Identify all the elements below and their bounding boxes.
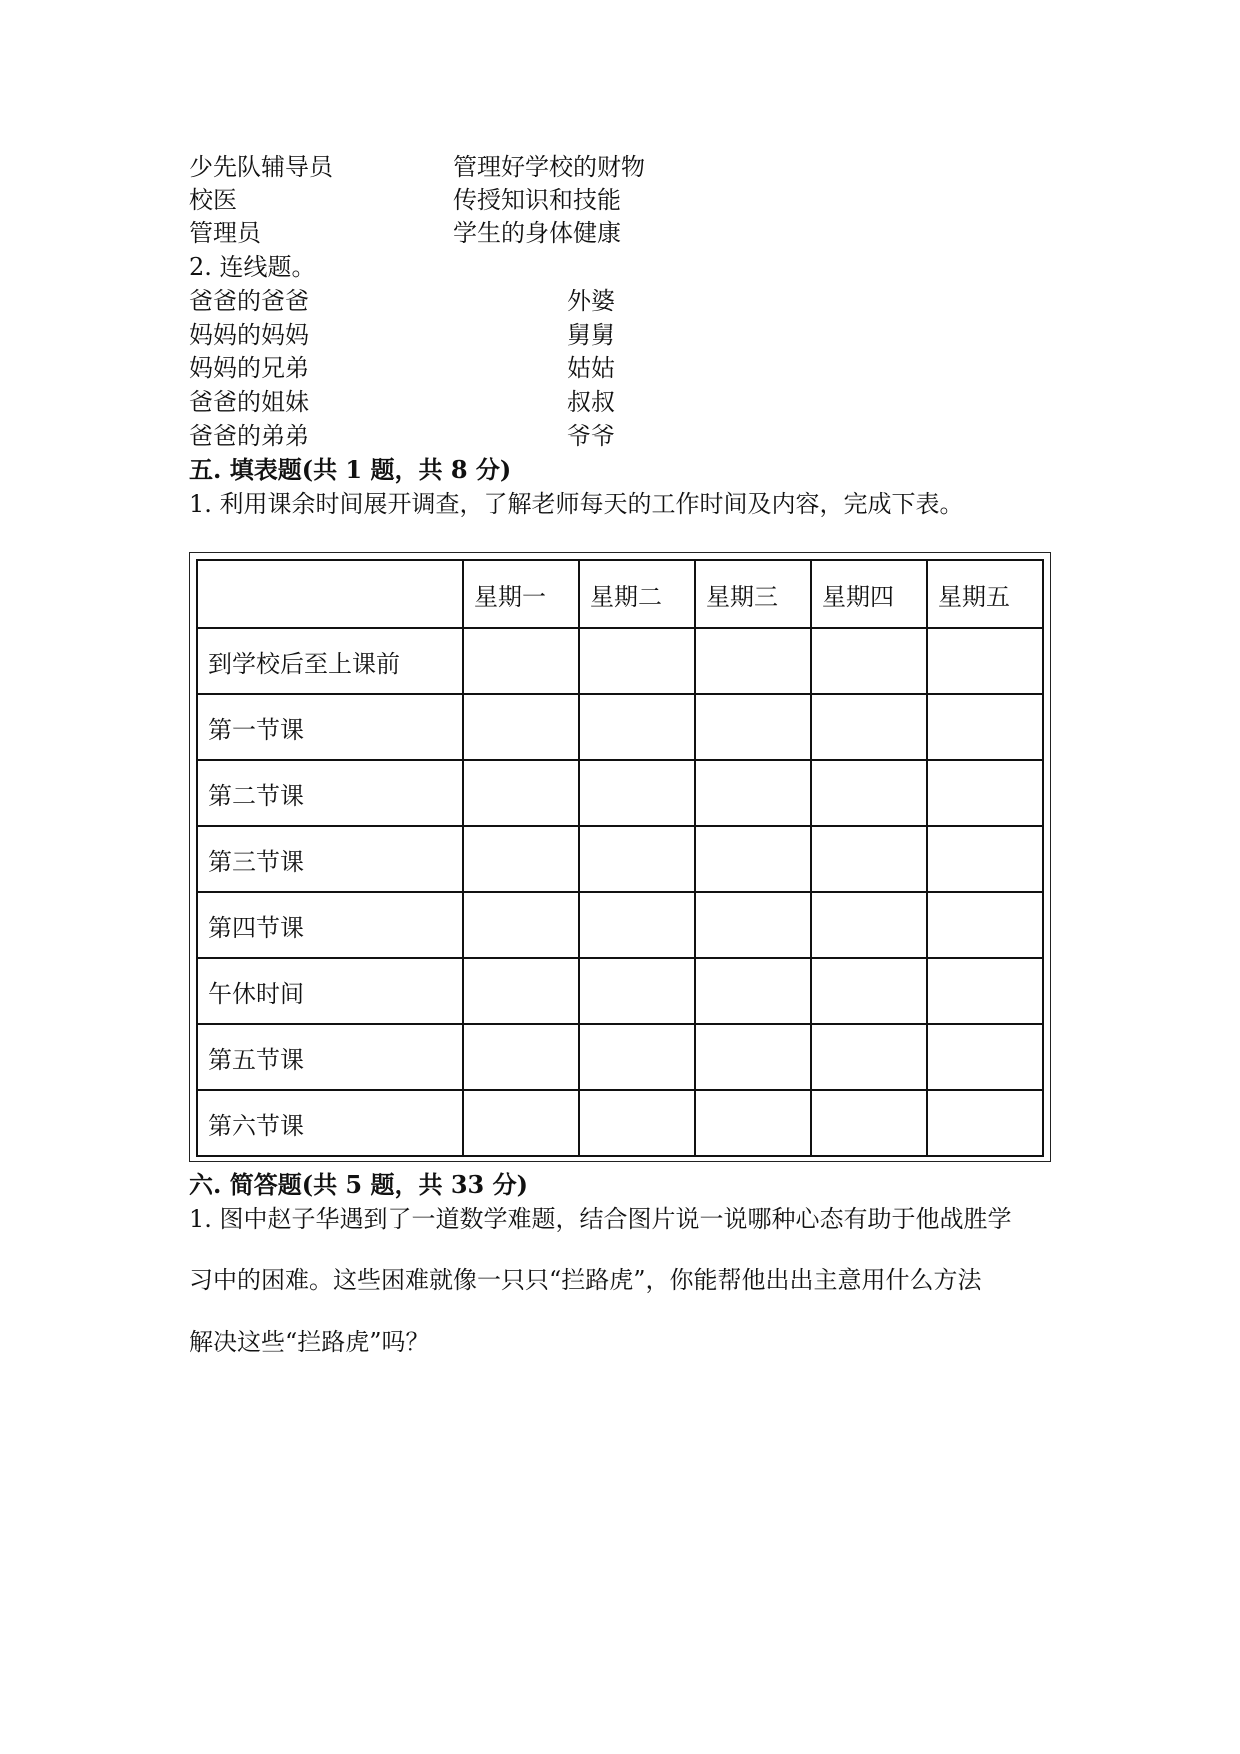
answer-cell[interactable] — [695, 760, 811, 826]
match2-left-4: 爸爸的姐妹 — [189, 388, 309, 416]
answer-cell[interactable] — [463, 1024, 579, 1090]
row-label: 第四节课 — [197, 892, 463, 958]
q2-title: 2. 连线题。 — [189, 253, 316, 281]
survey-table-frame — [189, 552, 1051, 1162]
answer-cell[interactable] — [579, 694, 695, 760]
row-label: 第二节课 — [197, 760, 463, 826]
table-row — [197, 958, 1043, 1024]
answer-cell[interactable] — [927, 826, 1043, 892]
table-row — [197, 826, 1043, 892]
match1-left-1: 少先队辅导员 — [189, 153, 333, 181]
section6-question-line-3: 解决这些“拦路虎”吗？ — [189, 1328, 430, 1356]
answer-cell[interactable] — [463, 628, 579, 694]
table-row — [197, 628, 1043, 694]
answer-cell[interactable] — [463, 826, 579, 892]
answer-cell[interactable] — [927, 760, 1043, 826]
match2-right-3: 姑姑 — [567, 354, 615, 382]
table-header-cell: 星期五 — [927, 560, 1043, 628]
answer-cell[interactable] — [811, 826, 927, 892]
table-header-cell: 星期四 — [811, 560, 927, 628]
answer-cell[interactable] — [811, 760, 927, 826]
row-label: 午休时间 — [197, 958, 463, 1024]
answer-cell[interactable] — [811, 1024, 927, 1090]
table-header-cell: 星期一 — [463, 560, 579, 628]
answer-cell[interactable] — [811, 892, 927, 958]
table-header-row — [197, 560, 1043, 628]
answer-cell[interactable] — [927, 892, 1043, 958]
table-row — [197, 694, 1043, 760]
table-row — [197, 892, 1043, 958]
section5-question: 1. 利用课余时间展开调查，了解老师每天的工作时间及内容，完成下表。 — [189, 490, 964, 518]
survey-table — [196, 559, 1044, 1157]
answer-cell[interactable] — [463, 760, 579, 826]
table-header-cell — [197, 560, 463, 628]
match2-right-4: 叔叔 — [567, 388, 615, 416]
row-label: 到学校后至上课前 — [197, 628, 463, 694]
answer-cell[interactable] — [579, 628, 695, 694]
answer-cell[interactable] — [579, 1090, 695, 1156]
match1-right-2: 传授知识和技能 — [453, 186, 621, 214]
answer-cell[interactable] — [463, 892, 579, 958]
row-label: 第五节课 — [197, 1024, 463, 1090]
answer-cell[interactable] — [463, 694, 579, 760]
answer-cell[interactable] — [695, 892, 811, 958]
match2-right-5: 爷爷 — [567, 422, 615, 450]
section6-heading: 六. 简答题(共 5 题，共 33 分) — [189, 1170, 528, 1199]
answer-cell[interactable] — [579, 826, 695, 892]
match1-right-3: 学生的身体健康 — [453, 219, 621, 247]
section5-heading: 五. 填表题(共 1 题，共 8 分) — [189, 455, 512, 484]
answer-cell[interactable] — [463, 1090, 579, 1156]
answer-cell[interactable] — [811, 958, 927, 1024]
answer-cell[interactable] — [927, 958, 1043, 1024]
match2-left-3: 妈妈的兄弟 — [189, 354, 309, 382]
match1-left-2: 校医 — [189, 186, 237, 214]
match2-left-1: 爸爸的爸爸 — [189, 287, 309, 315]
section6-question-line-1: 1. 图中赵子华遇到了一道数学难题，结合图片说一说哪种心态有助于他战胜学 — [189, 1205, 1012, 1233]
answer-cell[interactable] — [579, 760, 695, 826]
answer-cell[interactable] — [927, 694, 1043, 760]
answer-cell[interactable] — [927, 1024, 1043, 1090]
answer-cell[interactable] — [695, 826, 811, 892]
row-label: 第一节课 — [197, 694, 463, 760]
match2-right-1: 外婆 — [567, 287, 615, 315]
match1-right-1: 管理好学校的财物 — [453, 153, 645, 181]
answer-cell[interactable] — [695, 1024, 811, 1090]
answer-cell[interactable] — [463, 958, 579, 1024]
table-row — [197, 1024, 1043, 1090]
match2-left-5: 爸爸的弟弟 — [189, 422, 309, 450]
answer-cell[interactable] — [927, 1090, 1043, 1156]
answer-cell[interactable] — [811, 628, 927, 694]
match1-left-3: 管理员 — [189, 219, 261, 247]
table-row — [197, 1090, 1043, 1156]
answer-cell[interactable] — [695, 694, 811, 760]
table-row — [197, 760, 1043, 826]
row-label: 第三节课 — [197, 826, 463, 892]
answer-cell[interactable] — [695, 628, 811, 694]
row-label: 第六节课 — [197, 1090, 463, 1156]
answer-cell[interactable] — [579, 1024, 695, 1090]
answer-cell[interactable] — [579, 892, 695, 958]
section6-question-line-2: 习中的困难。这些困难就像一只只“拦路虎”，你能帮他出出主意用什么方法 — [189, 1266, 982, 1294]
answer-cell[interactable] — [927, 628, 1043, 694]
match2-left-2: 妈妈的妈妈 — [189, 321, 309, 349]
answer-cell[interactable] — [811, 1090, 927, 1156]
answer-cell[interactable] — [811, 694, 927, 760]
table-header-cell: 星期二 — [579, 560, 695, 628]
answer-cell[interactable] — [695, 958, 811, 1024]
match2-right-2: 舅舅 — [567, 321, 615, 349]
table-header-cell: 星期三 — [695, 560, 811, 628]
answer-cell[interactable] — [579, 958, 695, 1024]
answer-cell[interactable] — [695, 1090, 811, 1156]
